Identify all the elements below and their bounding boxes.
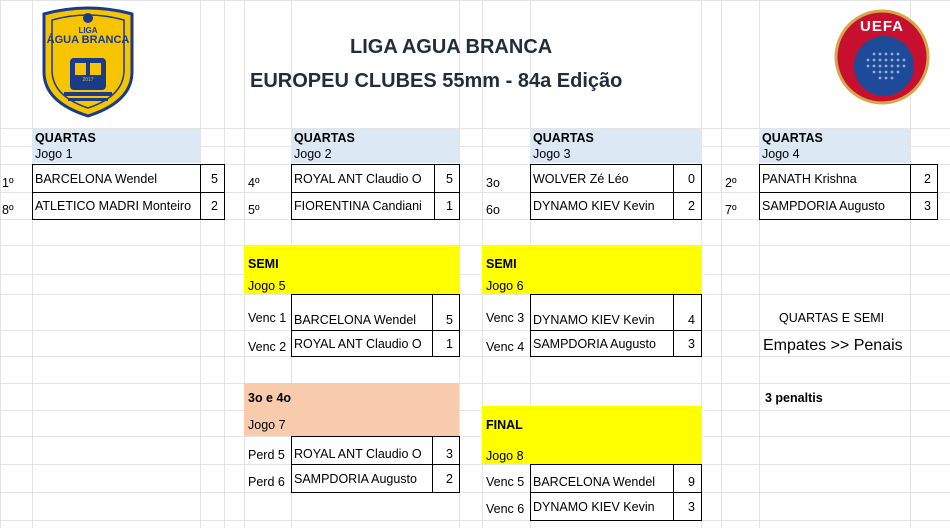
score-cell[interactable]: 3 [910,192,938,220]
score-cell[interactable]: 3 [673,492,702,521]
score-cell[interactable]: 4 [673,294,702,331]
quartas-3-jogo: Jogo 3 [533,147,571,161]
seed: 8º [2,203,14,217]
note-quartas-semi: QUARTAS E SEMI [779,311,885,325]
score-cell[interactable]: 2 [910,164,938,193]
page-title: LIGA AGUA BRANCA [350,36,553,58]
shield-logo-icon [40,6,136,118]
note-penaltis: 3 penaltis [765,391,823,405]
score-cell[interactable]: 0 [673,164,702,193]
team-cell[interactable]: DYNAMO KIEV Kevin [530,492,674,521]
seed: Perd 5 [248,448,285,462]
score-cell[interactable]: 5 [200,164,225,193]
seed: Venc 1 [248,311,287,325]
team-cell[interactable]: ATLETICO MADRI Monteiro [32,192,201,220]
seed: 4º [248,176,260,190]
team-cell[interactable]: BARCELONA Wendel [32,164,201,193]
team-cell[interactable]: ROYAL ANT Claudio O [291,330,433,357]
final-label: FINAL [486,418,523,432]
score-cell[interactable]: 3 [673,330,702,357]
seed: 1º [2,176,14,190]
score-cell[interactable]: 9 [673,464,702,493]
uefa-logo [834,4,930,110]
team-cell[interactable]: DYNAMO KIEV Kevin [530,192,674,220]
score-cell[interactable]: 1 [432,330,460,357]
seed: Venc 3 [486,311,525,325]
team-cell[interactable]: BARCELONA Wendel [291,294,433,331]
seed: 7º [725,203,737,217]
seed: 6o [486,203,500,217]
seed: 5º [248,203,260,217]
semi-2-jogo: Jogo 6 [486,279,524,293]
score-cell[interactable]: 5 [434,164,460,193]
seed: Venc 5 [486,475,525,489]
quartas-1-label: QUARTAS [35,131,96,145]
third-place-jogo: Jogo 7 [248,418,286,432]
team-cell[interactable]: SAMPDORIA Augusto [759,192,911,220]
team-cell[interactable]: ROYAL ANT Claudio O [291,436,433,465]
liga-agua-branca-logo [40,6,136,118]
final-jogo: Jogo 8 [486,449,524,463]
team-cell[interactable]: ROYAL ANT Claudio O [291,164,435,193]
team-cell[interactable]: PANATH Krishna [759,164,911,193]
semi-2-label: SEMI [486,257,517,271]
logo-main-text: ÁGUA BRANCA [46,34,130,46]
page-subtitle: EUROPEU CLUBES 55mm - 84a Edição [250,70,623,92]
seed: Venc 2 [248,340,287,354]
quartas-4-label: QUARTAS [762,131,823,145]
third-place-label: 3o e 4o [248,391,292,405]
score-cell[interactable]: 2 [673,192,702,220]
score-cell[interactable]: 3 [432,436,460,465]
team-cell[interactable]: FIORENTINA Candiani [291,192,435,220]
team-cell[interactable]: WOLVER Zé Léo [530,164,674,193]
seed: 3o [486,176,500,190]
quartas-4-jogo: Jogo 4 [762,147,800,161]
team-cell[interactable]: BARCELONA Wendel [530,464,674,493]
score-cell[interactable]: 1 [434,192,460,220]
seed: Perd 6 [248,475,285,489]
seed: Venc 4 [486,340,525,354]
semi-1-jogo: Jogo 5 [248,279,286,293]
note-empates-penais: Empates >> Penais [763,337,903,354]
uefa-text: UEFA [859,18,904,35]
seed: 2º [725,176,737,190]
quartas-1-jogo: Jogo 1 [35,147,73,161]
score-cell[interactable]: 5 [432,294,460,331]
quartas-2-label: QUARTAS [294,131,355,145]
quartas-3-label: QUARTAS [533,131,594,145]
semi-1-label: SEMI [248,257,279,271]
seed: Venc 6 [486,502,525,516]
team-cell[interactable]: DYNAMO KIEV Kevin [530,294,674,331]
quartas-2-jogo: Jogo 2 [294,147,332,161]
score-cell[interactable]: 2 [200,192,225,220]
team-cell[interactable]: SAMPDORIA Augusto [291,464,433,493]
team-cell[interactable]: SAMPDORIA Augusto [530,330,674,357]
logo-top-text: LIGA [78,26,98,35]
logo-year-text: 2017 [82,77,94,83]
score-cell[interactable]: 2 [432,464,460,493]
